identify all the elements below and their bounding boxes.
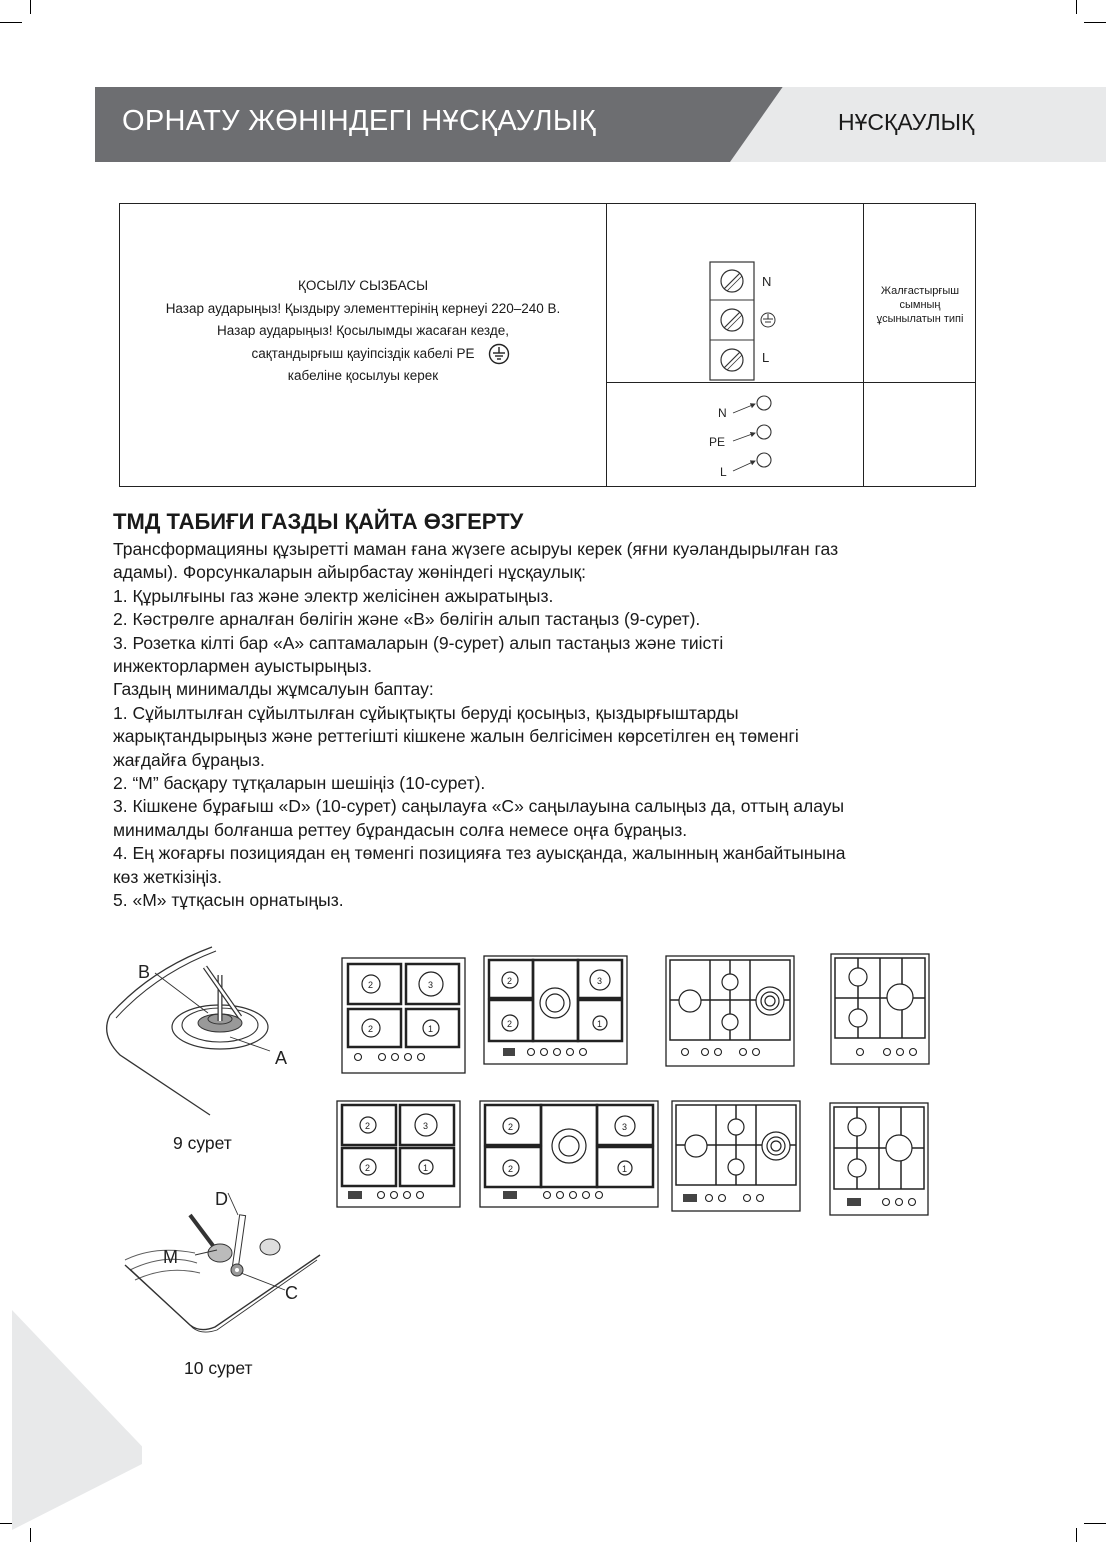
subheading: Газдың минималды жұмсалуын баптау: xyxy=(113,679,434,700)
page-title: ОРНАТУ ЖӨНІНДЕГІ НҰСҚАУЛЫҚ xyxy=(122,105,597,137)
cable-type-label: Жалғастырғыш сымның ұсынылатын типі xyxy=(876,285,964,325)
list-item: көз жеткізіңіз. xyxy=(113,866,223,887)
figure-9-illustration xyxy=(100,945,310,1125)
wire-label-pe: PE xyxy=(709,435,726,449)
burner-number: 2 xyxy=(507,976,513,986)
crop-mark xyxy=(1084,1523,1106,1524)
table-divider xyxy=(606,203,607,487)
burner-number: 3 xyxy=(622,1122,628,1132)
burner-number: 3 xyxy=(428,980,434,990)
burner-number: 3 xyxy=(423,1121,429,1131)
list-item: жарықтандырыңыз және реттегішті кішкене жалын белгісімен көрсетілген ең төменгі xyxy=(113,726,799,747)
pe-cable-line: кабеліне қосылуы керек xyxy=(287,368,439,383)
ground-icon xyxy=(761,313,775,327)
figure-10-illustration xyxy=(105,1185,335,1355)
section-title: ТМД ТАБИҒИ ГАЗДЫ ҚАЙТА ӨЗГЕРТУ xyxy=(113,509,524,534)
crop-mark xyxy=(30,1528,31,1542)
fig9-label-b: B xyxy=(138,962,151,982)
list-item: 1. Құрылғыны газ және электр желісінен ажыратыңыз. xyxy=(113,585,554,606)
wire-label-n: N xyxy=(718,406,727,420)
burner-number: 2 xyxy=(368,980,374,990)
table-divider xyxy=(863,203,864,487)
ground-line: сақтандырғыш қауіпсіздік кабелі PE xyxy=(122,343,604,366)
fig10-label-c: C xyxy=(285,1283,298,1303)
crop-mark xyxy=(0,22,22,23)
section-label: НҰСҚАУЛЫҚ xyxy=(838,109,975,135)
crop-mark xyxy=(30,0,31,14)
connection-diagram-title: ҚОСЫЛУ СЫЗБАСЫ xyxy=(297,278,429,293)
paragraph-line: Трансформацияны құзыретті маман ғана жүзеге асыруы керек (яғни куәландырылған газ xyxy=(113,539,839,559)
burner-number: 3 xyxy=(597,976,603,986)
list-item: 1. Сұйылтылған сұйылтылған сұйықтықты беруді қосыңыз, қыздырғыштарды xyxy=(113,702,739,723)
hob-compact-illustration xyxy=(829,1102,929,1216)
hob-wok-illustration xyxy=(671,1100,801,1212)
figure-9-caption: 9 сурет xyxy=(173,1133,232,1153)
hob-wok-illustration xyxy=(665,955,795,1067)
crop-mark xyxy=(1076,1528,1077,1542)
instructions xyxy=(113,538,993,913)
fig10-label-m: M xyxy=(163,1247,178,1267)
burner-number: 1 xyxy=(423,1163,429,1173)
wire-label-l: L xyxy=(720,465,727,479)
list-item: 3. Кішкене бұрағыш «D» (10-сурет) саңылауға «C» саңылауына салыңыз да, оттың алауы xyxy=(113,796,845,817)
connection-warning: Назар аударыңыз! Қосылымды жасаған кезде, xyxy=(217,323,509,338)
burner-number: 1 xyxy=(622,1164,628,1174)
burner-number: 2 xyxy=(508,1122,514,1132)
terminal-block xyxy=(705,258,815,383)
wire-diagram xyxy=(705,391,805,481)
list-item: 5. «M» тұтқасын орнатыңыз. xyxy=(113,890,344,911)
burner-number: 2 xyxy=(508,1164,514,1174)
fig10-label-d: D xyxy=(215,1189,228,1209)
hob-4-burner-illustration xyxy=(336,1100,461,1208)
burner-number: 2 xyxy=(365,1121,371,1131)
list-item: минималды болғанша реттеу бұрандасын солға немесе оңға бұраңыз. xyxy=(113,819,688,840)
hob-compact-illustration xyxy=(830,953,930,1065)
connection-diagram-text xyxy=(122,275,604,388)
hob-5-burner-illustration xyxy=(479,1100,659,1208)
terminal-label-n: N xyxy=(762,274,772,289)
list-item: 3. Розетка кілті бар «A» саптамаларын (9-сурет) алып тастаңыз және тиісті xyxy=(113,632,724,653)
paragraph-line: адамы). Форсункаларын айырбастау жөніндегі нұсқаулық: xyxy=(113,562,586,583)
terminal-label-l: L xyxy=(762,350,770,365)
list-item: 2. Кәстрөлге арналған бөлігін және «В» бөлігін алып тастаңыз (9-сурет). xyxy=(113,609,701,630)
voltage-warning: Назар аударыңыз! Қыздыру элементтерінің кернеуі 220–240 В. xyxy=(165,300,561,316)
list-item: жағдайға бұраңыз. xyxy=(113,749,265,770)
list-item: 4. Ең жоғарғы позициядан ең төменгі позицияға тез ауысқанда, жалынның жанбайтынына xyxy=(113,843,846,864)
burner-number: 2 xyxy=(368,1024,374,1034)
list-item: 2. “M” басқару тұтқаларын шешіңіз (10-сурет). xyxy=(113,773,486,794)
burner-number: 2 xyxy=(365,1163,371,1173)
burner-number: 1 xyxy=(428,1024,434,1034)
list-item: инжекторлармен ауыстырыңыз. xyxy=(113,656,373,677)
crop-mark xyxy=(1084,22,1106,23)
crop-mark xyxy=(1076,0,1077,14)
fig9-label-a: A xyxy=(275,1048,288,1068)
hob-4-burner-illustration xyxy=(341,957,466,1074)
figure-10-caption: 10 сурет xyxy=(184,1358,253,1378)
ground-icon xyxy=(488,343,510,365)
hob-5-burner-illustration xyxy=(483,955,628,1065)
burner-number: 2 xyxy=(507,1019,513,1029)
burner-number: 1 xyxy=(597,1019,603,1029)
